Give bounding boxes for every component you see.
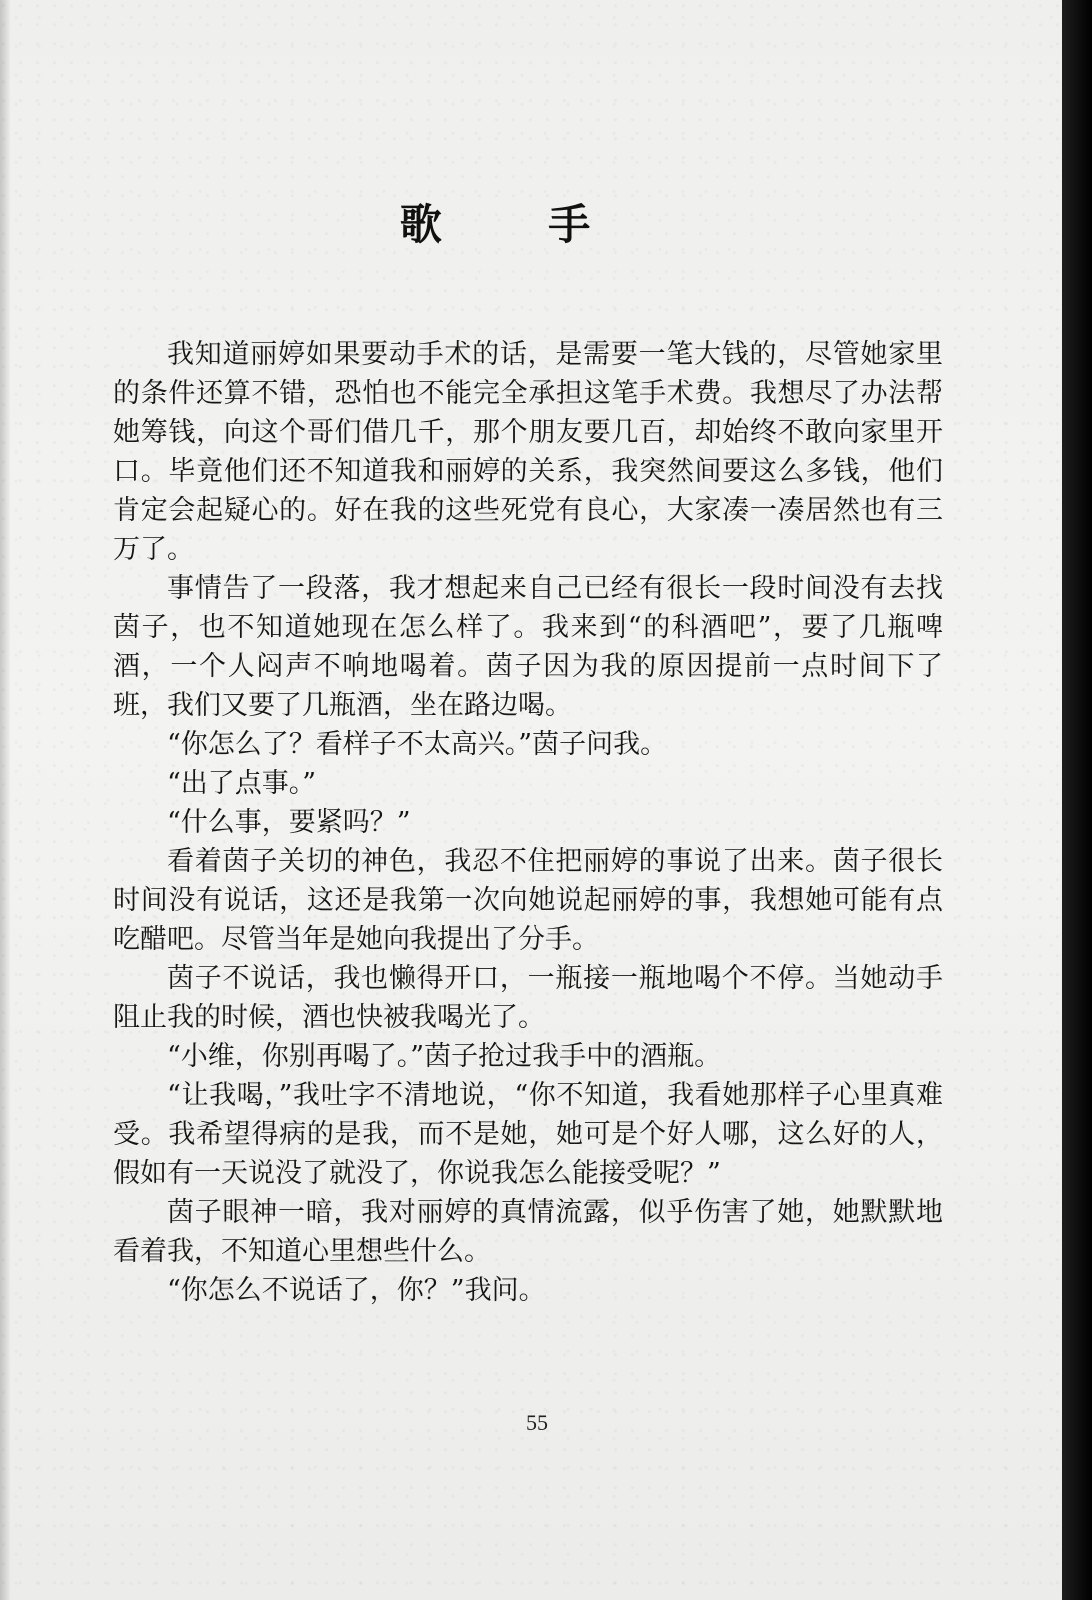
dialogue-paragraph: “什么事，要紧吗？” — [167, 807, 411, 838]
page-number: 55 — [526, 1410, 548, 1435]
dialogue-paragraph: “你怎么了？看样子不太高兴。”茵子问我。 — [167, 729, 668, 760]
paragraph: 事情告了一段落，我才想起来自己已经有很长一段时间没有去找茵子，也不知道她现在怎么样了。我来到“的科酒吧”，要了几瓶啤酒，一个人闷声不响地喝着。茵子因为我的原因提前一点时间下了班，我们又要了几瓶酒，坐在路边喝。 — [113, 573, 943, 721]
paragraph: 茵子眼神一暗，我对丽婷的真情流露，似乎伤害了她，她默默地看着我，不知道心里想些什么。 — [113, 1197, 943, 1267]
dialogue-paragraph: “你怎么不说话了，你？”我问。 — [167, 1275, 546, 1306]
chapter-text — [113, 335, 943, 1310]
dialogue-paragraph: “让我喝，”我吐字不清地说，“你不知道，我看她那样子心里真难受。我希望得病的是我，而不是她，她可是个好人哪，这么好的人，假如有一天说没了就没了，你说我怎么能接受呢？” — [113, 1080, 943, 1189]
paragraph: 看着茵子关切的神色，我忍不住把丽婷的事说了出来。茵子很长时间没有说话，这还是我第一次向她说起丽婷的事，我想她可能有点吃醋吧。尽管当年是她向我提出了分手。 — [113, 846, 943, 955]
dialogue-paragraph: “小维，你别再喝了。”茵子抢过我手中的酒瓶。 — [167, 1041, 722, 1072]
dialogue-paragraph: “出了点事。” — [167, 768, 317, 799]
scan-right-edge — [1062, 0, 1092, 1600]
paragraph: 我知道丽婷如果要动手术的话，是需要一笔大钱的，尽管她家里的条件还算不错，恐怕也不能完全承担这笔手术费。我想尽了办法帮她筹钱，向这个哥们借几千，那个朋友要几百，却始终不敢向家里开口。毕竟他们还不知道我和丽婷的关系，我突然间要这么多钱，他们肯定会起疑心的。好在我的这些死党有良心，大家凑一凑居然也有三万了。 — [113, 339, 943, 565]
paragraph: 茵子不说话，我也懒得开口，一瓶接一瓶地喝个不停。当她动手阻止我的时候，酒也快被我喝光了。 — [113, 963, 943, 1033]
chapter-title: 歌 手 — [399, 200, 637, 249]
